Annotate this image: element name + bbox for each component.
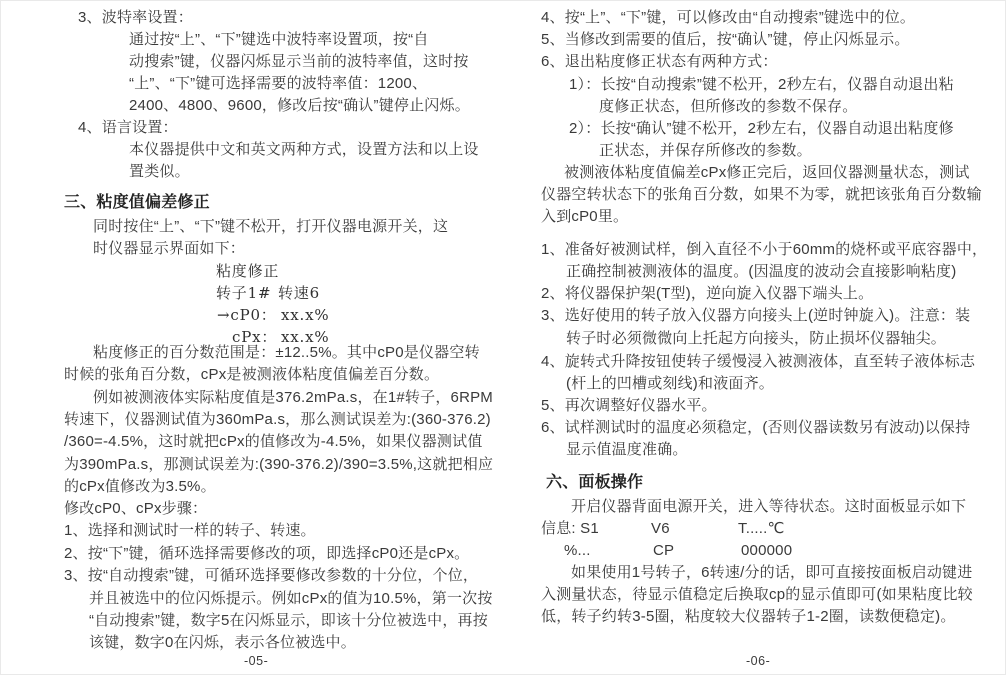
text-line: 例如被测液体实际粘度值是376.2mPa.s，在1#转子，6RPM xyxy=(93,389,494,406)
section-heading: 六、面板操作 xyxy=(546,474,644,491)
list-item: 4、按“上”、“下”键，可以修改由“自动搜索”键选中的位。 xyxy=(541,9,916,26)
list-item: 4、旋转式升降按钮使转子缓慢浸入被测液体，直至转子液体标志 xyxy=(541,353,976,370)
list-item: 1、选择和测试时一样的转子、转速。 xyxy=(64,522,316,539)
text-line: 时仪器显示界面如下： xyxy=(93,240,246,257)
list-item: 3、选好使用的转子放入仪器方向接头上(逆时钟旋入)。注意：装 xyxy=(541,307,971,324)
text-line: 正状态，并保存所修改的参数。 xyxy=(599,142,812,159)
text-line: 入到cP0里。 xyxy=(541,208,629,225)
list-item: 2、将仪器保护架(T型)，逆向旋入仪器下端头上。 xyxy=(541,285,874,302)
text-line: 修改cP0、cPx步骤： xyxy=(64,500,208,517)
sub-list-item: 1）：长按“自动搜索”键不松开，2秒左右，仪器自动退出粘 xyxy=(569,76,954,93)
text-line: 时候的张角百分数，cPx是被测液体粘度值偏差百分数。 xyxy=(64,366,440,383)
text-line: 2400、4800、9600，修改后按“确认”键停止闪烁。 xyxy=(129,97,470,114)
list-item: 6、退出粘度修正状态有两种方式： xyxy=(541,53,778,70)
text-line: 转子时必须微微向上托起方向接头，防止损坏仪器轴尖。 xyxy=(566,330,947,347)
list-item: 1、准备好被测试样，倒入直径不小于60mm的烧杯或平底容器中， xyxy=(541,241,988,258)
page-06 xyxy=(1,1,1005,674)
text-line: 通过按“上”、“下”键选中波特率设置项，按“自 xyxy=(129,31,429,48)
text-line: 的cPx值修改为3.5%。 xyxy=(64,478,216,495)
panel-info-value: V6 xyxy=(651,520,670,537)
correction-screen-line: 粘度修正 xyxy=(216,262,280,280)
text-line: 正确控制被测液体的温度。(因温度的波动会直接影响粘度) xyxy=(566,263,957,280)
panel-info-value: %... xyxy=(564,542,591,559)
list-item: 6、试样测试时的温度必须稳定，(否则仪器读数另有波动)以保持 xyxy=(541,419,971,436)
panel-info-line: 信息: S1 xyxy=(541,520,599,537)
list-item: 2、按“下”键，循环选择需要修改的项，即选择cP0还是cPx。 xyxy=(64,545,470,562)
text-line: 该键，数字0在闪烁，表示各位被选中。 xyxy=(89,634,356,651)
panel-info-value: CP xyxy=(653,542,675,559)
text-line: 度修正状态，但所修改的参数不保存。 xyxy=(599,98,858,115)
page-number: -05- xyxy=(244,654,269,668)
text-line: 低，转子约转3-5圈，粘度较大仪器转子1-2圈，读数便稳定)。 xyxy=(541,608,956,625)
text-line: 并且被选中的位闪烁提示。例如cPx的值为10.5%，第一次按 xyxy=(89,590,493,607)
panel-info-value: 000000 xyxy=(741,542,793,559)
text-line: “自动搜索”键，数字5在闪烁显示，即该十分位被选中，再按 xyxy=(89,612,488,629)
text-line: “上”、“下”键可选择需要的波特率值：1200、 xyxy=(129,75,428,92)
text-line: 本仪器提供中文和英文两种方式，设置方法和以上设 xyxy=(129,141,479,158)
list-item: 4、语言设置： xyxy=(78,119,178,136)
correction-screen-line: cPx： xyxy=(232,328,278,346)
text-line: 如果使用1号转子，6转速/分的话，即可直接按面板启动键进 xyxy=(571,564,973,581)
text-line: 置类似。 xyxy=(129,163,190,180)
page-number: -06- xyxy=(746,654,771,668)
text-line: 为390mPa.s，那测试误差为:(390-376.2)/390=3.5%,这就把相应 xyxy=(64,456,494,473)
correction-screen-line: 转子1# xyxy=(216,284,272,302)
text-line: 同时按住“上”、“下”键不松开，打开仪器电源开关，这 xyxy=(93,218,449,235)
sub-list-item: 2）：长按“确认”键不松开，2秒左右，仪器自动退出粘度修 xyxy=(569,120,954,137)
correction-screen-value: xx.x% xyxy=(281,306,330,324)
correction-screen-line: 转速6 xyxy=(278,284,320,302)
text-line: 动搜索”键，仪器闪烁显示当前的波特率值，这时按 xyxy=(129,53,469,70)
text-line: (杆上的凹槽或刻线)和液面齐。 xyxy=(566,375,774,392)
text-line: 仪器空转状态下的张角百分数，如果不为零，就把该张角百分数输 xyxy=(541,186,982,203)
text-line: 转速下，仪器测试值为360mPa.s，那么测试误差为:(360-376.2) xyxy=(64,411,491,428)
section-heading: 三、粘度值偏差修正 xyxy=(64,194,210,211)
list-item: 5、再次调整好仪器水平。 xyxy=(541,397,717,414)
text-line: 粘度修正的百分数范围是：±12..5%。其中cP0是仪器空转 xyxy=(93,344,480,361)
panel-info-value: T.....℃ xyxy=(738,520,785,537)
text-line: 显示值温度准确。 xyxy=(566,441,688,458)
text-line: 开启仪器背面电源开关，进入等待状态。这时面板显示如下 xyxy=(571,498,967,515)
list-item: 5、当修改到需要的值后，按“确认”键，停止闪烁显示。 xyxy=(541,31,910,48)
list-item: 3、按“自动搜索”键，可循环选择要修改参数的十分位，个位， xyxy=(64,567,479,584)
text-line: /360=-4.5%，这时就把cPx的值修改为-4.5%，如果仪器测试值 xyxy=(64,433,483,450)
text-line: 入测量状态，待显示值稳定后换取cp的显示值即可(如果粘度比较 xyxy=(541,586,973,603)
correction-screen-value: xx.x% xyxy=(281,328,330,346)
list-item: 3、波特率设置： xyxy=(78,9,193,26)
text-line: 被测液体粘度值偏差cPx修正完后，返回仪器测量状态，测试 xyxy=(564,164,970,181)
correction-screen-line: →cP0： xyxy=(217,306,277,324)
